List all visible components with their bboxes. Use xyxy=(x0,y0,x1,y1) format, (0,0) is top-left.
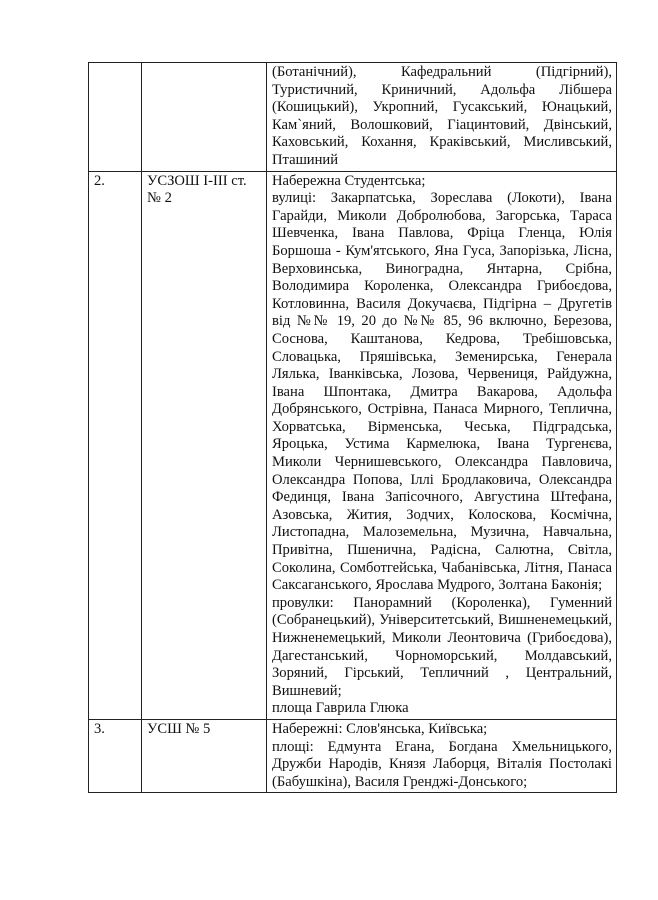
school-name xyxy=(142,63,267,172)
row-number: 3. xyxy=(89,719,142,792)
streets-cell xyxy=(267,63,617,172)
streets-cell xyxy=(267,171,617,719)
row-number: 2. xyxy=(89,171,142,719)
school-name: УСЗОШ І-ІІІ ст. № 2 xyxy=(142,171,267,719)
streets-cell xyxy=(267,719,617,792)
embankment-paragraph: Набережна Студентська; xyxy=(272,172,426,189)
row-number xyxy=(89,63,142,172)
table-row xyxy=(89,63,617,172)
square-paragraph: площа Гаврила Глюка xyxy=(272,700,409,717)
table-row xyxy=(89,171,617,719)
school-name: УСШ № 5 xyxy=(142,719,267,792)
streets-paragraph: вулиці: Закарпатська, Зорeслава (Локоти), Івана Гарайди, Миколи Добролюбова, Загорська, Тараса Шевченка, Івана Павлова, Фріца Гленца, Юлія Боршоша - Кум'ятського, Яна Гуса, Запорізька, Лісна, Верховинська, Виноградна, Янтарна, Срібна, Володимира Короленка, Олександра Грибоєдова, Котловинна, Василя Докучаєва, Підгірна – Другетів від №№ 19, 20 до №№ 85, 96 включно, Березова, Соснова, Каштанова, Кедрова, Требішовська, Словацька, Пряшівська, Земенирська, Генерала Лялька, Іванківська, Лозова, Червениця, Райдужна, Івана Шпонтака, Дмитра Вакарова, Адольфа Добрянського, Острівна, Панаса Мирного, Теплична, Хорватська, Вірменська, Чеська, Підградська, Яроцька, Устима Кармелюка, Івана Тургенєва, Миколи Чернишевського, Олександра Павловича, Олександра Попова, Іллі Бродлаковича, Олександра Фединця, Івана Запісочного, Августина Штефана, Азовська, Жития, Зодчих, Колоскова, Космічна, Листопадна, Малоземельна, Музична, Навчальна, Привітна, Пшенична, Радісна, Салютна, Світла, Соколина, Сомботгейська, Чабанівська, Літня, Панаса Саксаганського, Ярослава Мудрого, Золтана Баконія; xyxy=(272,190,612,594)
lanes-paragraph: провулки: Панорамний (Короленка), Гуменний (Собранецький), Університетський, Вишненемецький, Нижненемецький, Миколи Леонтовича (Грибоєдова), Дагестанський, Чорноморський, Молдавський, Зоряний, Гірський, Тепличний , Центральний, Вишневий; xyxy=(272,594,612,699)
table-row xyxy=(89,719,617,792)
embankment-paragraph: Набережні: Слов'янська, Київська; xyxy=(272,720,488,737)
streets-table xyxy=(88,62,617,793)
squares-paragraph: площі: Едмунта Егана, Богдана Хмельницького, Дружби Народів, Князя Лаборця, Віталія Постолакі (Бабушкіна), Василя Гренджі-Донського; xyxy=(272,738,612,790)
streets-paragraph: (Ботанічний), Кафедральний (Підгірний), Туристичний, Криничний, Адольфа Лібшера (Кошицький), Укропний, Гусакський, Юнацький, Кам`яний, Волошковий, Гіацинтовий, Двінський, Каховський, Кохання, Краківський, Мисливський, Пташиний xyxy=(272,64,612,168)
